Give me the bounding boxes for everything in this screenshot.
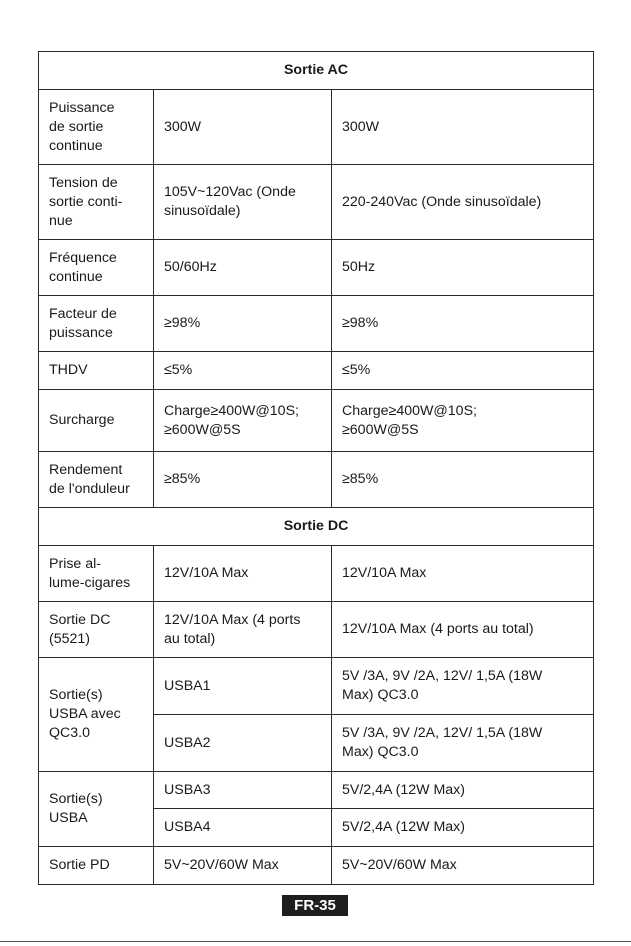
row-label-usba-qc: Sortie(s) USBA avec QC3.0 [39, 658, 154, 772]
cell-port: USBA2 [154, 715, 332, 772]
cell-value: 50/60Hz [154, 240, 332, 296]
cell-port: USBA3 [154, 772, 332, 809]
cell-value: 5V/2,4A (12W Max) [332, 809, 594, 847]
row-label-prise: Prise al- lume-cigares [39, 546, 154, 602]
cell-value: ≥98% [154, 296, 332, 352]
cell-value: 12V/10A Max (4 ports au total) [332, 602, 594, 658]
cell-value: 5V/2,4A (12W Max) [332, 772, 594, 809]
cell-value: ≤5% [332, 352, 594, 390]
spec-table [38, 51, 594, 885]
cell-value: 5V~20V/60W Max [154, 847, 332, 885]
cell-value: 12V/10A Max [332, 546, 594, 602]
cell-value: ≥98% [332, 296, 594, 352]
cell-value: ≤5% [154, 352, 332, 390]
row-label-frequence: Fréquence continue [39, 240, 154, 296]
cell-value: 300W [332, 90, 594, 165]
section-header-row [39, 52, 594, 90]
cell-value: ≥85% [332, 452, 594, 508]
section-title-dc: Sortie DC [39, 508, 594, 546]
table-row [39, 90, 594, 165]
cell-value: 5V~20V/60W Max [332, 847, 594, 885]
row-label-thdv: THDV [39, 352, 154, 390]
row-label-usba: Sortie(s) USBA [39, 772, 154, 847]
row-label-surcharge: Surcharge [39, 390, 154, 452]
section-title-ac: Sortie AC [39, 52, 594, 90]
row-label-tension: Tension de sortie conti- nue [39, 165, 154, 240]
cell-value: 50Hz [332, 240, 594, 296]
row-label-rendement: Rendement de l'onduleur [39, 452, 154, 508]
table-row [39, 602, 594, 658]
table-row [39, 165, 594, 240]
bottom-divider [0, 941, 631, 942]
cell-value: 220-240Vac (Onde sinusoïdale) [332, 165, 594, 240]
cell-value: Charge≥400W@10S; ≥600W@5S [154, 390, 332, 452]
section-header-row [39, 508, 594, 546]
table-row [39, 772, 594, 809]
cell-value: Charge≥400W@10S; ≥600W@5S [332, 390, 594, 452]
row-label-puissance: Puissance de sortie continue [39, 90, 154, 165]
cell-value: 12V/10A Max (4 ports au total) [154, 602, 332, 658]
table-row [39, 847, 594, 885]
cell-port: USBA4 [154, 809, 332, 847]
table-row [39, 352, 594, 390]
cell-value: 105V~120Vac (Onde sinusoïdale) [154, 165, 332, 240]
cell-value: 5V /3A, 9V /2A, 12V/ 1,5A (18W Max) QC3.0 [332, 658, 594, 715]
page-number-badge: FR-35 [282, 895, 348, 916]
table-row [39, 390, 594, 452]
cell-value: 12V/10A Max [154, 546, 332, 602]
cell-value: 300W [154, 90, 332, 165]
table-row [39, 240, 594, 296]
table-row [39, 296, 594, 352]
table-row [39, 658, 594, 715]
cell-port: USBA1 [154, 658, 332, 715]
table-row [39, 546, 594, 602]
cell-value: ≥85% [154, 452, 332, 508]
row-label-sortie-dc: Sortie DC (5521) [39, 602, 154, 658]
row-label-pd: Sortie PD [39, 847, 154, 885]
table-row [39, 452, 594, 508]
row-label-facteur: Facteur de puissance [39, 296, 154, 352]
cell-value: 5V /3A, 9V /2A, 12V/ 1,5A (18W Max) QC3.0 [332, 715, 594, 772]
